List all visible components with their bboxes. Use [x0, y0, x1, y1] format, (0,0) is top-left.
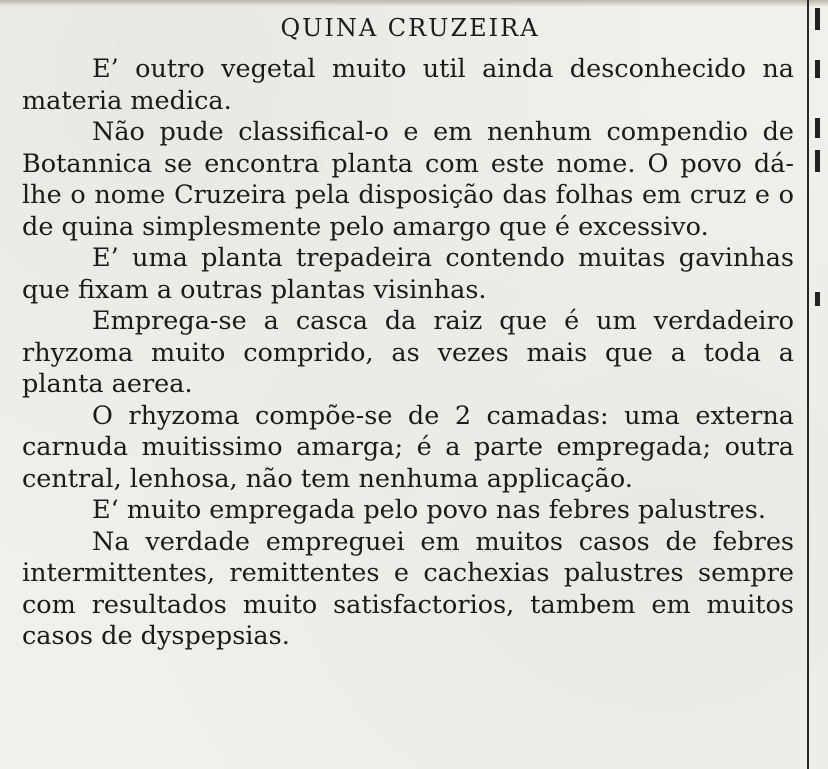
paragraph-2: Não pude classifical-o e em nenhum compendio de Botannica se encontra planta com este nome. O povo dá-lhe o nome Cruzeira pela disposição das folhas em cruz e o de quina simplesmente pelo amargo que é excessivo.	[22, 117, 794, 242]
text-fragment	[815, 292, 820, 306]
text-fragment	[815, 118, 820, 138]
paragraph-7: Na verdade empreguei em muitos casos de febres intermittentes, remittentes e cachexias palustres sempre com resultados muito satisfactorios, tambem em muitos casos de dyspepsias.	[22, 526, 794, 651]
text-fragment	[815, 60, 820, 78]
adjacent-column-fragment	[815, 0, 828, 769]
text-fragment	[815, 150, 820, 172]
article-body	[0, 54, 800, 653]
paragraph-6: E‘ muito empregada pelo povo nas febres palustres.	[92, 495, 766, 525]
top-margin-shadow	[0, 0, 828, 6]
text-fragment	[815, 8, 820, 30]
paragraph-1: E’ outro vegetal muito util ainda desconhecido na materia medica.	[22, 54, 794, 116]
article-column	[0, 14, 800, 653]
column-divider	[807, 0, 809, 769]
paragraph-5: O rhyzoma compõe-se de 2 camadas: uma externa carnuda muitissimo amarga; é a parte empregada; outra central, lenhosa, não tem nenhuma applicação.	[22, 400, 794, 494]
paragraph-3: E’ uma planta trepadeira contendo muitas gavinhas que fixam a outras plantas visinhas.	[22, 243, 794, 305]
paragraph-4: Emprega-se a casca da raiz que é um verdadeiro rhyzoma muito comprido, as vezes mais que a toda a planta aerea.	[22, 306, 794, 399]
article-heading: QUINA CRUZEIRA	[280, 14, 540, 42]
